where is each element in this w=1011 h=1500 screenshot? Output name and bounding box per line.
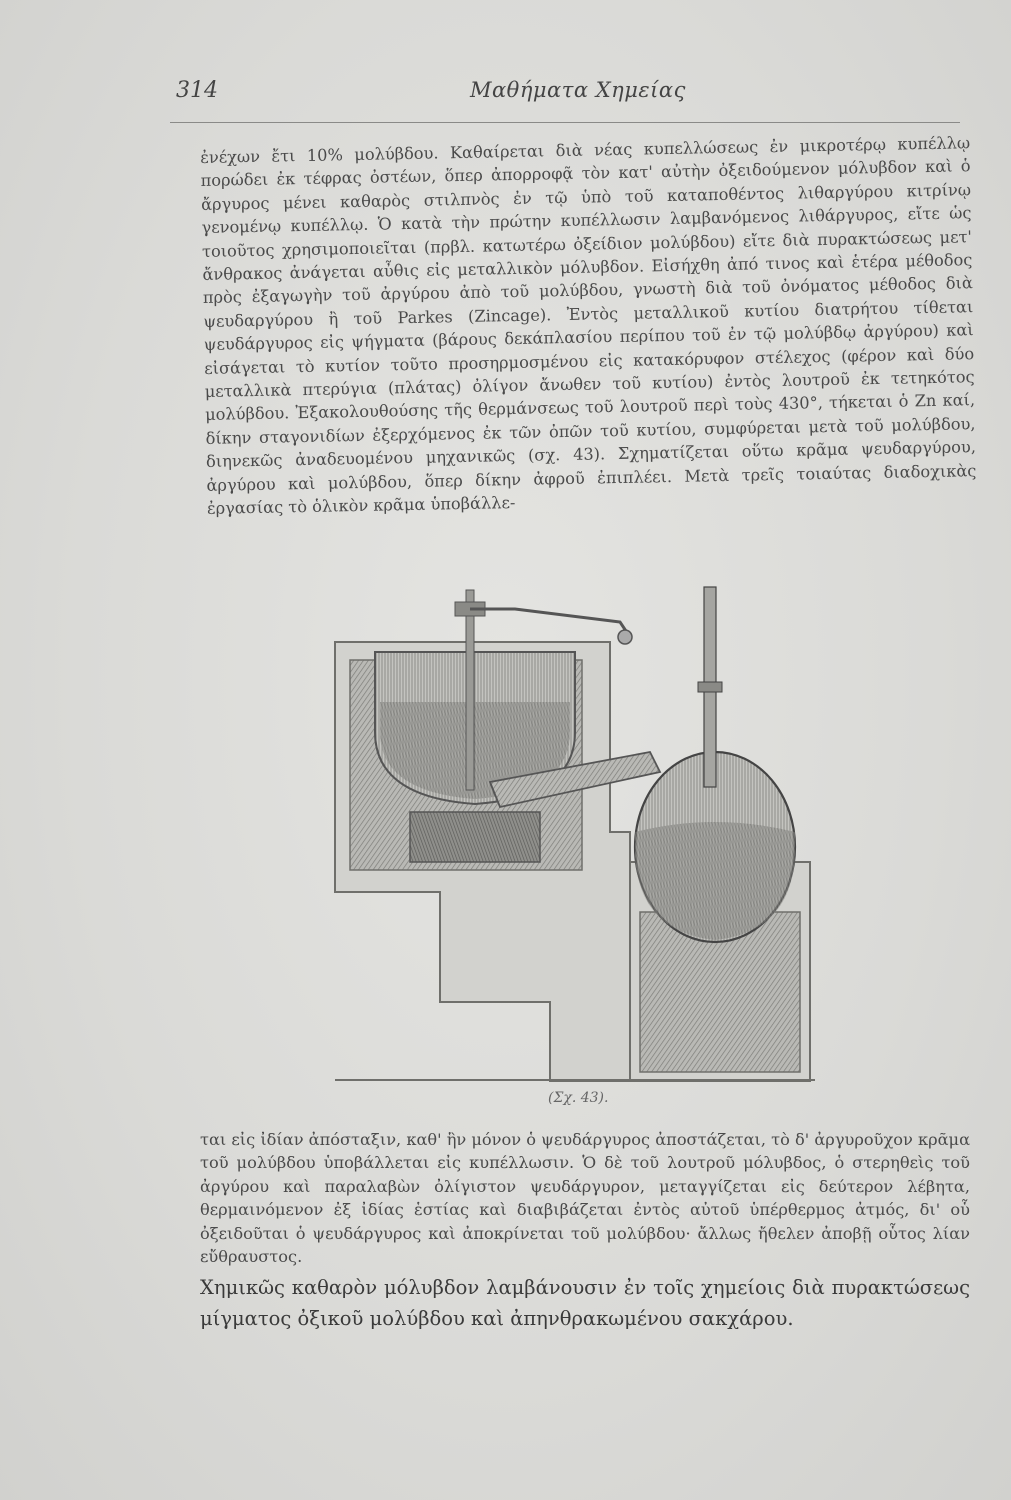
body-paragraph-1: ἐνέχων ἔτι 10% μολύβδου. Καθαίρεται διὰ νέας κυπελλώσεως ἐν μικροτέρῳ κυπέλλῳ πορώδει ἐκ τέφρας ὀστέων, ὅπερ ἀπορροφᾷ τὸν κατ' αὐτὴν ὀξειδούμενον μόλυβδον καὶ ὁ ἄργυρος μένει καθαρὸς στιλπνὸς ἐν τῷ ὑπὸ τοῦ καταποθέντος λιθαργύρου κιτρίνῳ γενομένῳ κυπέλλῳ. Ὁ κατὰ τὴν πρώτην κυπέλλωσιν λαμβανόμενος λιθάργυρος, εἴτε ὡς τοιοῦτος χρησιμοποιεῖται (πρβλ. κατωτέρω ὀξείδιον μολύβδου) εἴτε διὰ πυρακτώσεως μετ' ἄνθρακος ἀνάγεται αὖθις εἰς μεταλλικὸν μόλυβδον. Εἰσήχθη ἀπό τινος καὶ ἑτέρα μέθοδος πρὸς ἐξαγωγὴν τοῦ ἀργύρου ἀπὸ τοῦ μολύβδου, γνωστὴ διὰ τοῦ ὀνόματος μέθοδος διὰ ψευδαργύρου ἢ τοῦ Parkes (Zincage). Ἐντὸς μεταλλικοῦ κυτίου διατρήτου τίθεται ψευδάργυρος εἰς ψήγματα (βάρους δεκάπλασίου περίπου τοῦ ἐν τῷ μολύβδῳ ἀργύρου) καὶ εἰσάγεται τὸ κυτίον τοῦτο προσηρμοσμένου εἰς κατακόρυφον στέλεχος (φέρον καὶ δύο μεταλλικὰ πτερύγια (πλάτας) ὀλίγον ἄνωθεν τοῦ κυτίου) ἐντὸς λουτροῦ ἐκ τετηκότος μολύβδου. Ἐξακολουθούσης τῆς θερμάνσεως τοῦ λουτροῦ περὶ τοὺς 430°, τήκεται ὁ Zn καί, δίκην σταγονιδίων ἐξερχόμενος ἐκ τῶν ὀπῶν τοῦ κυτίου, συμφύρεται μετὰ τοῦ μολύβδου, διηνεκῶς ἀναδευομένου μηχανικῶς (σχ. 43). Σχηματίζεται οὕτω κρᾶμα ψευδαργύρου, ἀργύρου καὶ μολύβδου, ὅπερ δίκην ἀφροῦ ἐπιπλέει. Μετὰ τρεῖς τοιαύτας διαδοχικὰς ἐργασίας τὸ ὁλικὸν κρᾶμα ὑποβάλλε- bbox=[200, 133, 977, 519]
apparatus-engraving bbox=[330, 582, 820, 1082]
figure-caption: (Σχ. 43). bbox=[548, 1090, 609, 1106]
running-head bbox=[170, 74, 960, 106]
body-paragraph-3: Χημικῶς καθαρὸν μόλυβδον λαμβάνουσιν ἐν τοῖς χημείοις διὰ πυρακτώσεως μίγματος ὀξικοῦ μολύβδου καὶ ἀπηνθρακωμένου σακχάρου. bbox=[200, 1276, 970, 1330]
running-title: Μαθήματα Χημείας bbox=[470, 78, 686, 102]
body-paragraph-2: ται εἰς ἰδίαν ἀπόσταξιν, καθ' ἣν μόνον ὁ ψευδάργυρος ἀποστάζεται, τὸ δ' ἀργυροῦχον κρᾶμα τοῦ μολύβδου ὑποβάλλεται εἰς κυπέλλωσιν. Ὁ δὲ τοῦ λουτροῦ μόλυβδος, ὁ στερηθεὶς τοῦ ἀργύρου καὶ παραλαβὼν ὀλίγιστον ψευδάργυρον, μεταγγίζεται εἰς δεύτερον λέβητα, θερμαινόμενον ἐξ ἰδίας ἑστίας καὶ διαβιβάζεται ἐντὸς αὐτοῦ ὑπέρθερμος ἀτμός, δι' οὗ ὀξειδοῦται ὁ ψευδάργυρος καὶ ἀποκρίνεται τοῦ μολύβδου· ἄλλως ἤθελεν ἀποβῇ οὗτος λίαν εὔθραυστος. bbox=[200, 1130, 970, 1267]
header-rule bbox=[170, 122, 960, 123]
page-number: 314 bbox=[176, 78, 218, 103]
desilverization-apparatus-figure bbox=[330, 582, 820, 1082]
